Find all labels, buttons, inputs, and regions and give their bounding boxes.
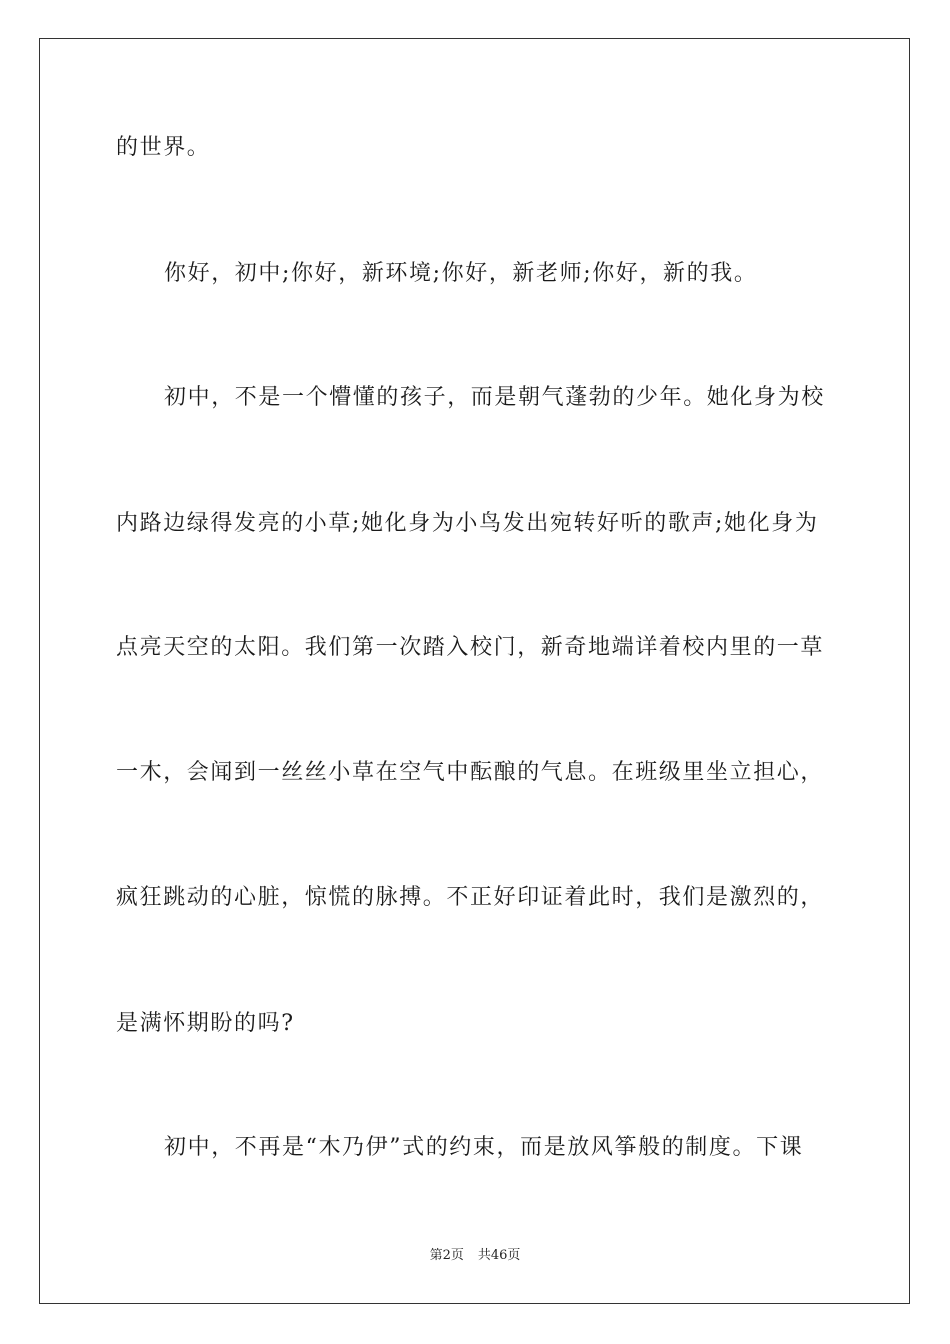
paragraph-line: 内路边绿得发亮的小草;她化身为小鸟发出宛转好听的歌声;她化身为: [116, 511, 819, 536]
paragraph-line: 疯狂跳动的心脏，惊慌的脉搏。不正好印证着此时，我们是激烈的，: [116, 885, 825, 910]
paragraph-line: 的世界。: [116, 135, 211, 160]
paragraph-line: 你好，初中;你好，新环境;你好，新老师;你好，新的我。: [164, 261, 758, 286]
total-pages: 共46页: [477, 1248, 521, 1263]
page-number: 第2页: [429, 1248, 464, 1263]
page-footer: [0, 1247, 950, 1265]
paragraph-line: 点亮天空的太阳。我们第一次踏入校门，新奇地端详着校内里的一草: [116, 635, 825, 660]
paragraph-line: 初中，不再是“木乃伊”式的约束，而是放风筝般的制度。下课: [164, 1135, 804, 1160]
paragraph-line: 是满怀期盼的吗?: [116, 1011, 295, 1036]
paragraph-line: 初中，不是一个懵懂的孩子，而是朝气蓬勃的少年。她化身为校: [164, 385, 825, 410]
paragraph-line: 一木，会闻到一丝丝小草在空气中酝酿的气息。在班级里坐立担心，: [116, 760, 825, 785]
page-border: [39, 38, 910, 1304]
